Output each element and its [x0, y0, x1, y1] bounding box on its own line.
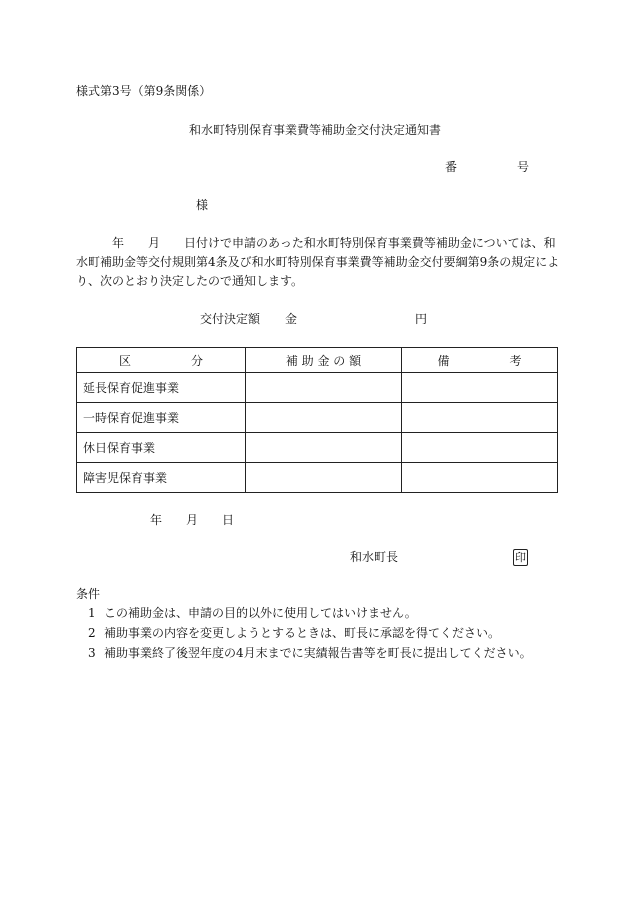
remarks-cell — [402, 403, 558, 433]
category-cell: 休日保育事業 — [77, 433, 246, 463]
conditions-heading: 条件 — [76, 587, 101, 601]
subsidy-amount-cell — [246, 433, 402, 463]
remarks-cell — [402, 373, 558, 403]
subsidy-amount-cell — [246, 463, 402, 493]
condition-text: 補助事業終了後翌年度の4月末までに実績報告書等を町長に提出してください。 — [104, 646, 532, 660]
grant-breakdown-table — [76, 347, 558, 493]
header-remarks: 備 考 — [402, 348, 558, 373]
subsidy-amount-cell — [246, 403, 402, 433]
body-line-2: 水町補助金等交付規則第4条及び和水町特別保育事業費等補助金交付要綱第9条の規定によ — [76, 255, 560, 269]
seal-mark: 印 — [515, 551, 526, 564]
recipient-suffix: 様 — [196, 198, 209, 212]
condition-number: 2 — [88, 626, 96, 640]
table-row — [77, 463, 558, 493]
category-cell: 延長保育促進事業 — [77, 373, 246, 403]
issue-date: 年 月 日 — [150, 513, 235, 527]
document-title: 和水町特別保育事業費等補助金交付決定通知書 — [188, 123, 441, 137]
body-line-3: り、次のとおり決定したので通知します。 — [76, 274, 304, 288]
subsidy-amount-cell — [246, 373, 402, 403]
form-number: 様式第3号（第9条関係） — [76, 84, 212, 98]
remarks-cell — [402, 463, 558, 493]
issuer-name: 和水町長 — [350, 550, 399, 564]
category-cell: 障害児保育事業 — [77, 463, 246, 493]
header-category: 区 分 — [77, 348, 246, 373]
table-row — [77, 403, 558, 433]
table-header-row — [77, 348, 558, 373]
table-row — [77, 373, 558, 403]
condition-text: この補助金は、申請の目的以外に使用してはいけません。 — [104, 606, 417, 620]
grant-amount-unit: 円 — [415, 312, 428, 326]
table-row — [77, 433, 558, 463]
grant-amount-label: 交付決定額 — [200, 312, 261, 326]
condition-text: 補助事業の内容を変更しようとするときは、町長に承認を得てください。 — [104, 626, 501, 640]
grant-amount-prefix: 金 — [285, 312, 298, 326]
header-subsidy-amount: 補 助 金 の 額 — [246, 348, 402, 373]
condition-number: 1 — [88, 606, 96, 620]
category-cell: 一時保育促進事業 — [77, 403, 246, 433]
remarks-cell — [402, 433, 558, 463]
document-number-label: 番 号 — [445, 160, 530, 174]
body-line-1: 年 月 日付けで申請のあった和水町特別保育事業費等補助金については、和 — [112, 236, 556, 250]
condition-number: 3 — [88, 646, 96, 660]
